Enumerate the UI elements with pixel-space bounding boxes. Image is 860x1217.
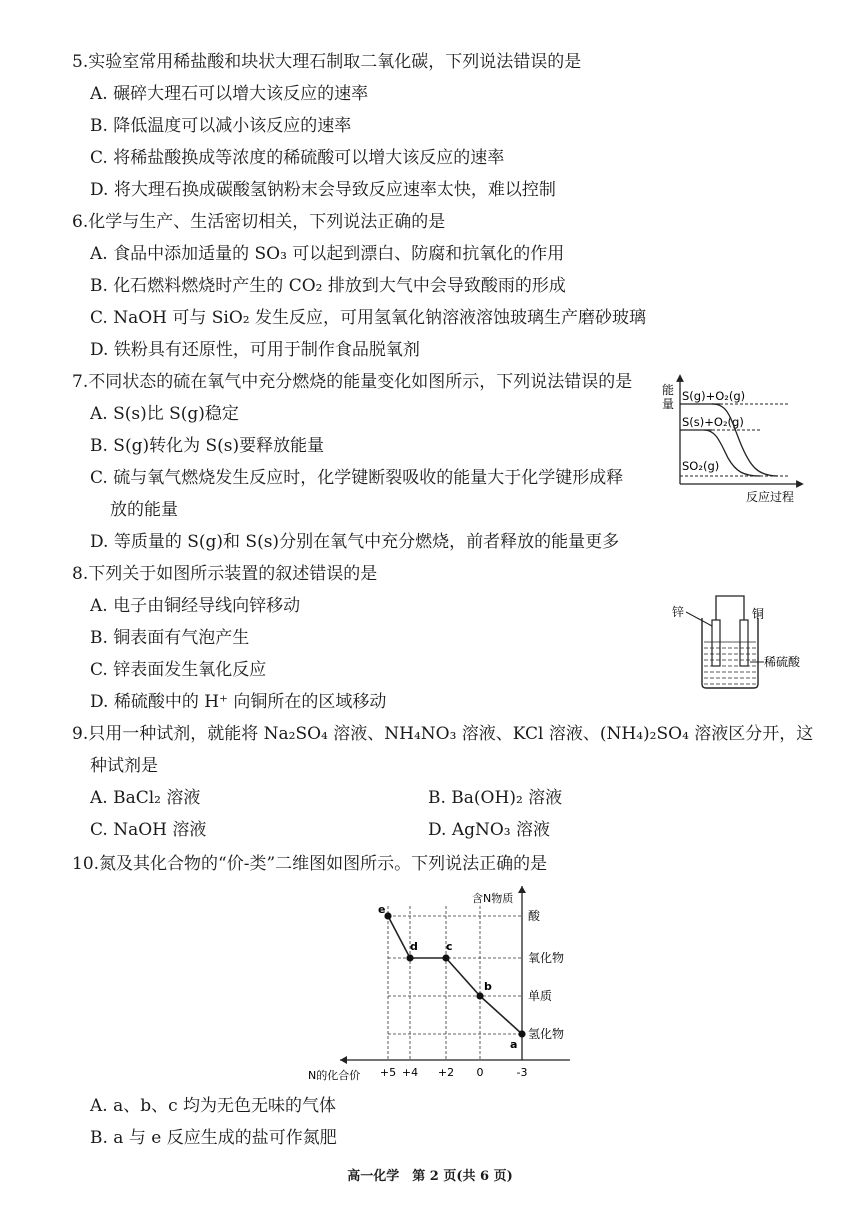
q7-option-a: A. S(s)比 S(g)稳定 [90, 404, 239, 424]
x-axis-label: 反应过程 [746, 490, 795, 504]
copper-electrode [740, 620, 748, 666]
zinc-label: 锌 [672, 605, 685, 619]
point-label-b: b [484, 980, 492, 993]
point-a [518, 1030, 525, 1037]
x-tick-label: -3 [516, 1066, 528, 1079]
chart-marks [384, 912, 525, 1037]
point-e [384, 912, 391, 919]
q7-option-d: D. 等质量的 S(g)和 S(s)分别在氧气中充分燃烧，前者释放的能量更多 [90, 532, 620, 552]
series-line [388, 916, 522, 1034]
level-so2: SO₂(g) [682, 459, 720, 473]
q5-option-d: D. 将大理石换成碳酸氢钠粉末会导致反应速率太快，难以控制 [90, 180, 556, 200]
y-category-label: 氢化物 [528, 1027, 565, 1041]
point-label-a: a [510, 1038, 518, 1051]
q8-option-c: C. 锌表面发生氧化反应 [90, 660, 267, 680]
q5-stem: 5.实验室常用稀盐酸和块状大理石制取二氧化碳，下列说法错误的是 [72, 52, 582, 72]
point-label-c: c [446, 940, 453, 953]
q5-option-b: B. 降低温度可以减小该反应的速率 [90, 116, 352, 136]
x-tick-label: +2 [437, 1066, 455, 1079]
chart-grid [388, 906, 522, 1060]
y-axis-title: 含N物质 [472, 892, 514, 905]
q6-option-c: C. NaOH 可与 SiO₂ 发生反应，可用氢氧化钠溶液溶蚀玻璃生产磨砂玻璃 [90, 308, 647, 328]
acid-label: 稀硫酸 [764, 655, 801, 669]
energy-diagram [660, 372, 810, 507]
x-tick-label: +4 [401, 1066, 419, 1079]
q7-stem: 7.不同状态的硫在氧气中充分燃烧的能量变化如图所示，下列说法错误的是 [72, 372, 633, 392]
q8-option-d: D. 稀硫酸中的 H⁺ 向铜所在的区域移动 [90, 692, 387, 712]
q8-option-a: A. 电子由铜经导线向锌移动 [90, 596, 301, 616]
x-axis-title: N的化合价 [308, 1069, 361, 1082]
y-category-label: 氧化物 [528, 951, 565, 965]
y-axis-label-2: 量 [662, 397, 675, 411]
y-category-label: 单质 [528, 989, 553, 1003]
point-c [442, 954, 449, 961]
chart-labels [308, 891, 564, 1082]
q8-stem: 8.下列关于如图所示装置的叙述错误的是 [72, 564, 378, 584]
point-label-d: d [410, 940, 418, 953]
q9-option-b: B. Ba(OH)₂ 溶液 [428, 788, 563, 808]
q9-option-c: C. NaOH 溶液 [90, 820, 207, 840]
valence-class-chart [300, 876, 590, 1086]
q9-stem: 9.只用一种试剂，就能将 Na₂SO₄ 溶液、NH₄NO₃ 溶液、KCl 溶液、(NH₄)₂SO₄ 溶液区分开，这 [72, 724, 814, 744]
q7-option-c: C. 硫与氧气燃烧发生反应时，化学键断裂吸收的能量大于化学键形成释 [90, 468, 624, 488]
level-sg: S(g)+O₂(g) [682, 389, 746, 403]
q10-option-a: A. a、b、c 均为无色无味的气体 [90, 1096, 337, 1116]
q5-option-a: A. 碾碎大理石可以增大该反应的速率 [90, 84, 369, 104]
point-b [476, 992, 483, 999]
q9-option-d: D. AgNO₃ 溶液 [428, 820, 551, 840]
q6-option-d: D. 铁粉具有还原性，可用于制作食品脱氧剂 [90, 340, 420, 360]
galvanic-cell-diagram [672, 590, 812, 690]
y-axis-label-1: 能 [662, 383, 675, 397]
x-tick-label: +5 [379, 1066, 397, 1079]
point-d [406, 954, 413, 961]
point-label-e: e [378, 903, 386, 916]
q9-option-a: A. BaCl₂ 溶液 [90, 788, 201, 808]
q10-option-b: B. a 与 e 反应生成的盐可作氮肥 [90, 1128, 337, 1148]
q6-option-b: B. 化石燃料燃烧时产生的 CO₂ 排放到大气中会导致酸雨的形成 [90, 276, 566, 296]
q5-option-c: C. 将稀盐酸换成等浓度的稀硫酸可以增大该反应的速率 [90, 148, 505, 168]
y-category-label: 酸 [528, 909, 541, 923]
q6-option-a: A. 食品中添加适量的 SO₃ 可以起到漂白、防腐和抗氧化的作用 [90, 244, 565, 264]
q7-option-b: B. S(g)转化为 S(s)要释放能量 [90, 436, 325, 456]
q7-option-c-cont: 放的能量 [110, 500, 178, 520]
page-footer: 高一化学 第 2 页(共 6 页) [347, 1169, 513, 1184]
beaker [702, 618, 758, 688]
x-tick-label: 0 [476, 1066, 484, 1079]
level-ss: S(s)+O₂(g) [682, 415, 744, 429]
y-axis-arrow [518, 886, 526, 893]
copper-label: 铜 [752, 607, 765, 621]
q10-stem: 10.氮及其化合物的“价-类”二维图如图所示。下列说法正确的是 [72, 854, 548, 874]
q6-stem: 6.化学与生产、生活密切相关，下列说法正确的是 [72, 212, 446, 232]
zinc-electrode [712, 620, 720, 666]
x-axis-arrow [340, 1056, 347, 1064]
q9-stem-cont: 种试剂是 [90, 756, 158, 776]
q8-option-b: B. 铜表面有气泡产生 [90, 628, 250, 648]
